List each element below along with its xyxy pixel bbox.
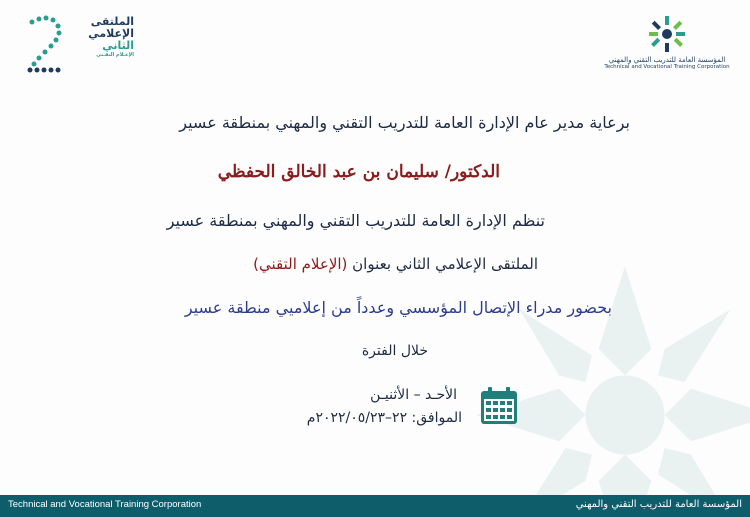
period-label: خلال الفترة (361, 343, 428, 359)
corporation-name-en: Technical and Vocational Training Corporation (604, 64, 730, 70)
event-days: الأحـد – الأثنيـن (370, 387, 457, 403)
tvtc-emblem-icon (645, 14, 689, 54)
forum-title-prefix: الملتقى الإعلامي الثاني بعنوان (347, 255, 538, 273)
forum-title-highlight: (الإعلام التقني) (253, 255, 348, 273)
forum-logo-line2: الإعلامي (88, 27, 134, 40)
organizer-line: تنظم الإدارة العامة للتدريب التقني والمهني بمنطقة عسير (166, 211, 545, 230)
doctor-name: الدكتور/ سليمان بن عبد الخالق الحفظي (217, 162, 500, 182)
forum-number-icon (24, 14, 66, 74)
forum-logo (24, 14, 134, 78)
attendance-line: بحضور مدراء الإتصال المؤسسي وعدداً من إعلاميي منطقة عسير (184, 298, 612, 317)
watermark-emblem-icon (460, 250, 750, 517)
event-date: الموافق: ٢٢–٢٠٢٢/٠٥/٢٣م (306, 410, 462, 426)
sponsorship-line: برعاية مدير عام الإدارة العامة للتدريب التقني والمهني بمنطقة عسير (179, 113, 630, 132)
footer-bar (0, 495, 750, 517)
corporation-logo (602, 14, 732, 70)
forum-logo-line3: الثاني (102, 39, 134, 52)
footer-name-en: Technical and Vocational Training Corporation (8, 499, 202, 510)
calendar-icon (478, 385, 520, 427)
corporation-name-ar: المؤسسة العامة للتدريب التقني والمهني (608, 56, 726, 64)
forum-logo-tagline: الإعـلام التقـني (96, 52, 134, 58)
forum-title-line (0, 255, 538, 273)
footer-name-ar: المؤسسة العامة للتدريب التقني والمهني (575, 499, 742, 510)
forum-logo-line1: الملتقى (90, 15, 134, 28)
svg-text:2: 2 (45, 47, 47, 49)
